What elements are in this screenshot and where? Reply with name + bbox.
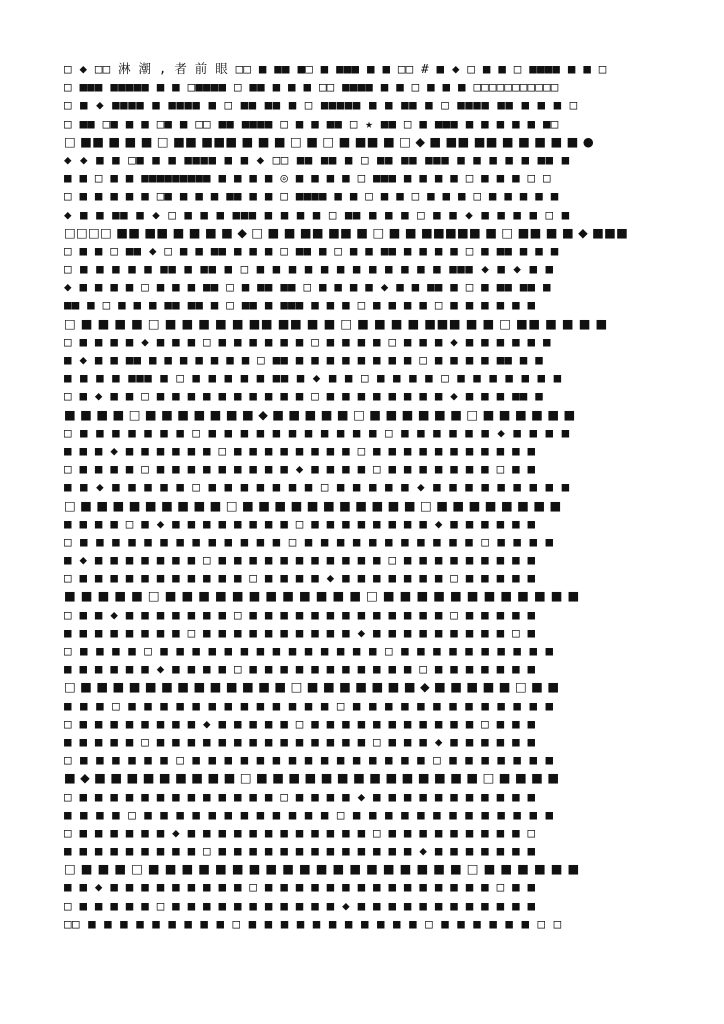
text-line: ■ ◆ ■ ■ ■ ■ ■ ■ ■ ■ ■ □ ■ ■ ■ ■ ■ ■ ■ ■ ■ ■ ■ ■ ■ ■ □ ■ ■ ■ ■ [64, 770, 560, 786]
text-line: □ ■ ■ ■ ■ ■ ■ ■ ■ ◆ ■ ■ ■ ■ ■ □ ■ ■ ■ ■ ■ ■ ■ ■ ■ ■ ■ □ ■ ■ ■ [64, 715, 536, 731]
text-line: □ ■ ■ ■ ■ ■ □■ ■ ■ ■ ■■ ■ ■ □ ■■■■ ■ ■ □ ■ ■ □ ■ ■ ■ □ ■ ■ ■ ■ ■ [64, 188, 559, 204]
text-line: ■ ■ ■ ■ ■ □ ■ ■ ■ ■ ■ ■ ■ ■ ■ ■ ■ ■ ■ ■ □ ■ ■ ■ ◆ ■ ■ ■ ■ ■ ■ [64, 733, 536, 749]
text-line: ■ ■ ■ □ ■ ■ ■ ■ ■ ■ ■ ■ ■ ■ ■ ■ ■ □ ■ ■ ■ ■ ■ ■ ■ ■ ■ ■ ■ ■ ■ [64, 697, 554, 713]
text-line: □ ■ ■ ■ ■ ■ ■ ■ ■ ■ ■ ■ ■ ■ □ ■ ■ ■ ■ ◆ ■ ■ ■ ■ ■ ■ ■ ■ ■ ■ ■ [64, 788, 536, 804]
text-line: □ ■ ■ ■ ■ ■ ■ ■ ■ ■ □ ■ ■ ■ ■ ■ ■ ■ ■ ■ ■ ■ □ ■ ■ ■ ■ ■ ■ ■ ■ [64, 497, 562, 513]
text-line: ■ ■ ■ ◆ ■ ■ ■ ■ ■ ■ □ ■ ■ ■ ■ ■ ■ ■ ■ □ ■ ■ ■ ■ ■ ■ ■ ■ ■ ■ ■ [64, 442, 536, 458]
text-line: ■ ■ ■ ■ ■ ■ ◆ ■ ■ ■ ■ □ ■ ■ ■ ■ ■ ■ ■ ■ ■ ■ ■ □ ■ ■ ■ ■ ■ ■ ■ [64, 661, 536, 677]
text-line: □ ■ ■ ■ ■ ■ □ ■ ■ ■ ■ ■ ■ ■ ■ ■ ■ ■ ◆ ■ ■ ■ ■ ■ ■ ■ ■ ■ ■ ■ ■ [64, 897, 536, 913]
text-line: □ ■ ■ ■ ■ ■ ■ ■ ■ ■ ■ ■ ■ ■ □ ■ ■ ■ ■ ■ ■ ■ ■ ■ ■ ■ □ ■ ■ ■ ■ [64, 533, 554, 549]
text-line: □ ■ ■ ■ ■ ■ ■ ◆ ■ ■ ■ ■ ■ ■ ■ ■ ■ ■ ■ ■ □ ■ ■ ■ ■ ■ ■ ■ ■ ■ □ [64, 824, 536, 840]
text-line: □ ■ ■ ■ ■ □ ■ ■ ■ ■ ■ ■ ■ ■ ■ ■ ■ ■ ■ ■ □ ■ ■ ■ ■ ■ ■ ■ ■ ■ ■ [64, 643, 554, 658]
text-line: □ ■ ■ ■ □ ■ ■ ■ ■ ■ ■ ■ ■ ■ ■ ■ ■ ■ ■ ■ ■ ■ ■ ■ □ ■ ■ ■ ■ ■ ■ [64, 861, 580, 877]
text-line: ■ ■ □ ■ ■ ■■■■■■■■■ ■ ■ ■ ■ ◎ ■ ■ ■ ■ □ ■■■ ■ ■ ■ ■ □ ■ ■ ■ □ □ [64, 170, 551, 186]
text-line: ■ ◆ ■ ■ ■ ■ ■ ■ ■ □ ■ ■ ■ ■ ■ ■ ■ ■ ■ ■ ■ □ ■ ■ ■ ■ ■ ■ ■ ■ ■ [64, 552, 536, 568]
text-line: ■ ■ ■ ■ ■ ■ ■ ■ ■ □ ■ ■ ■ ■ ■ ■ ■ ■ ■ ■ ■ ■ ■ ◆ ■ ■ ■ ■ ■ ■ ■ [64, 843, 536, 859]
text-line: □ ■ ◆ ■■■■ ■ ■■■■ ■ □ ■■ ■■ ■ □ ■■■■■ ■ ■ ■■ ■ □ ■■■■ ■■ ■ ■ ■ □ [64, 97, 578, 113]
text-line: ■ ■ ■ ■ □ ■ ◆ ■ ■ ■ ■ ■ ■ ■ ■ □ ■ ■ ■ ■ ■ ■ ■ ■ ◆ ■ ■ ■ ■ ■ ■ [64, 515, 536, 531]
text-line: □ ■ ■ ■ ■ ■ ■ ■ ■ ■ ■ ■ □ ■ ■ ■ ■ ◆ ■ ■ ■ ■ ■ ■ ■ □ ■ ■ ■ ■ ■ [64, 570, 536, 586]
text-line: ◆ ◆ ■ ■ □■ ■ ■ ■■■■ ■ ■ ◆ □□ ■■ ■■ ■ □ ■■ ■■ ■■■ ■ ■ ■ ■ ■ ■■ ■ [64, 151, 570, 167]
text-line: ◆ ■ ■ ■ ■ □ ■ ■ ■ ■■ □ ■ ■■ ■■ □ ■ ■ ■ ■ ◆ ■ ■ ■■ ■ □ ■ ■■ ■■ ■ [64, 279, 551, 295]
text-line: □ ■ ◆ ■ ■ □ ■ ■ ■ ■ ■ ■ ■ ■ ■ ■ □ ■ ■ ■ ■ ■ ■ ■ ■ ◆ ■ ■ ■ ■■ ■ [64, 388, 543, 404]
text-line: ◆ ■ ■ ■■ ■ ◆ □ ■ ■ ■ ■■■ ■ ■ ■ ■ □ ■■ ■ ■ ■ □ ■ ■ ◆ ■ ■ ■ ■ □ ■ [64, 206, 570, 222]
text-line: □ ■ ■ ■ ■ ■ ■ □ ■ ■ ■ ■ ■ ■ ■ ■ ■ ■ ■ ■ ■ ■ ■ □ ■ ■ ■ ■ ■ ■ ■ [64, 752, 554, 768]
text-line: □ ◆ □□ 淋 潮 , 者 前 眼 □□ ■ ■■ ■□ ■ ■■■ ■ ■ □□ # ■ ◆ □ ■ ■ □ ■■■■ ■ ■ □ [64, 61, 607, 76]
text-line: ■ ■ ■ ■ ■■■ ■ □ ■ ■ ■ ■ ■ ■■ ■ ◆ ■ ■ □ ■ ■ ■ ■ □ ■ ■ ■ ■ ■ ■ ■ [64, 370, 562, 386]
text-line: ■ ■ ◆ ■ ■ ■ ■ ■ □ ■ ■ ■ ■ ■ ■ ■ □ ■ ■ ■ ■ ■ ◆ ■ ■ ■ ■ ■ ■ ■ ■ ■ [64, 479, 570, 495]
text-line: □ ■ ■ ■ ■ ◆ ■ ■ ■ □ ■ ■ ■ ■ ■ ■ □ ■ ■ ■ ■ □ ■ ■ ■ ◆ ■ ■ ■ ■ ■ ■ [64, 333, 551, 349]
text-line: ■■ ■ □ ■ ■ ■ ■■ ■■ ■ □ ■■ ■ ■■■ ■ ■ ■ □ ■ ■ ■ ■ □ ■ ■ ■ ■ ■ ■ [64, 297, 536, 313]
text-line: □ ■■■ ■■■■■ ■ ■ □■■■■ □ ■■ ■ ■ ■ □□ ■■■■ ■ ■ □ ■ ■ ■ □□□□□□□□□□□ [64, 79, 559, 95]
text-line: □ ■ ■ ■ ■ □ ■ ■ ■ ■ ■ ■ ■ ■ ■ ◆ ■ ■ ■ ■ □ ■ ■ ■ ■ ■ ■ ■ □ ■ ■ [64, 461, 536, 477]
text-line: □□ ■ ■ ■ ■ ■ ■ ■ ■ ■ □ ■ ■ ■ ■ ■ ■ ■ ■ ■ ■ ■ □ ■ ■ ■ ■ ■ ■ □ □ [64, 915, 562, 931]
text-line: □ ■ ■ □ ■■ ◆ □ ■ ■ ■■ ■ ■ ■ □ ■■ ■ □ ■ ■ ■■ ■ ■ ■ ■ □ ■ ■■ ■ ■ ■ [64, 242, 559, 258]
text-line: ■ ◆ ■ ■ ■■ ■ ■ ■ ■ ■ ■ ■ □ ■■ ■ ■ ■ ■ ■ ■ ■ ■ □ ■ ■ ■ ■ ■■ ■ ■ [64, 352, 543, 367]
text-line: ■ ■ ◆ ■ ■ ■ ■ ■ ■ ■ ■ ■ □ ■ ■ ■ ■ ■ ■ ■ ■ ■ ■ ■ ■ ■ ■ ■ □ ■ ■ [64, 879, 536, 895]
text-line: □ ■ ■ ■ ■ ■ ■ ■ □ ■ ■ ■ ■ ■ ■ ■ ■ ■ ■ ■ □ ■ ■ ■ ■ ■ ■ ◆ ■ ■ ■ ■ [64, 424, 570, 440]
text-line: ■ ■ ■ ■ ■ □ ■ ■ ■ ■ ■ ■ ■ ■ ■ ■ ■ ■ □ ■ ■ ■ ■ ■ ■ ■ ■ ■ ■ ■ ■ [64, 588, 580, 604]
text-line: □ ■■ □■ ■ ■ □■ ■ □□ ■■ ■■■■ □ ■ ■ ■■ □ ★ ■■ □ ■ ■■■ ■ ■ ■ ■ ■ ■□ [64, 115, 559, 131]
text-line: ■ ■ ■ ■ □ ■ ■ ■ ■ ■ ■ ■ ■ ■ ■ ■ ■ □ ■ ■ ■ ■ ■ ■ ■ ■ ■ ■ ■ ■ ■ [64, 806, 554, 822]
text-line: ■ ■ ■ ■ ■ ■ ■ ■ □ ■ ■ ■ ■ ■ ■ ■ ■ ■ ■ ◆ ■ ■ ■ ■ ■ ■ ■ ■ ■ □ ■ [64, 624, 536, 640]
text-line: □ ■ ■ ■ ■ ■ ■■ ■ ■■ ■ □ ■ ■ ■ ■ ■ ■ ■ ■ ■ ■ ■ ■ ■■■ ◆ ■ ◆ ■ ■ [64, 261, 554, 277]
text-line: □ ■ ■ ■ ■ ■ ■ ■ ■ ■ ■ ■ ■ ■ □ ■ ■ ■ ■ ■ ■ ■ ◆ ■ ■ ■ ■ ■ □ ■ ■ [64, 679, 560, 695]
text-line: □ ■ ■ ◆ ■ ■ ■ ■ ■ ■ ■ □ ■ ■ ■ ■ ■ ■ ■ ■ ■ ■ ■ ■ ■ □ ■ ■ ■ ■ ■ [64, 606, 536, 622]
text-line: □ ■ ■ ■ ■ □ ■ ■ ■ ■ ■ ■■ ■■ ■ ■ □ ■ ■ ■ ■ ■■■ ■ ■ □ ■■ ■ ■ ■ ■ [64, 315, 608, 331]
text-line: □□□□ ■■ ■■ ■ ■ ■ ■ ◆ □ ■ ■ ■■ ■■ ■ □ ■ ■ ■■■■■ ■ □ ■■ ■ ■ ◆ ■■■ [64, 224, 629, 240]
text-line: □ ■■ ■ ■ ■ □ ■■ ■■■ ■ ■ ■ □ ■ □ ■ ■■ ■ □ ◆ ■ ■■ ■■ ■ ■ ■ ■ ■ ● [64, 133, 594, 149]
text-line: ■ ■ ■ ■ □ ■ ■ ■ ■ ■ ■ ■ ◆ ■ ■ ■ ■ ■ □ ■ ■ ■ ■ ■ ■ □ ■ ■ ■ ■ ■ ■ [64, 406, 576, 422]
